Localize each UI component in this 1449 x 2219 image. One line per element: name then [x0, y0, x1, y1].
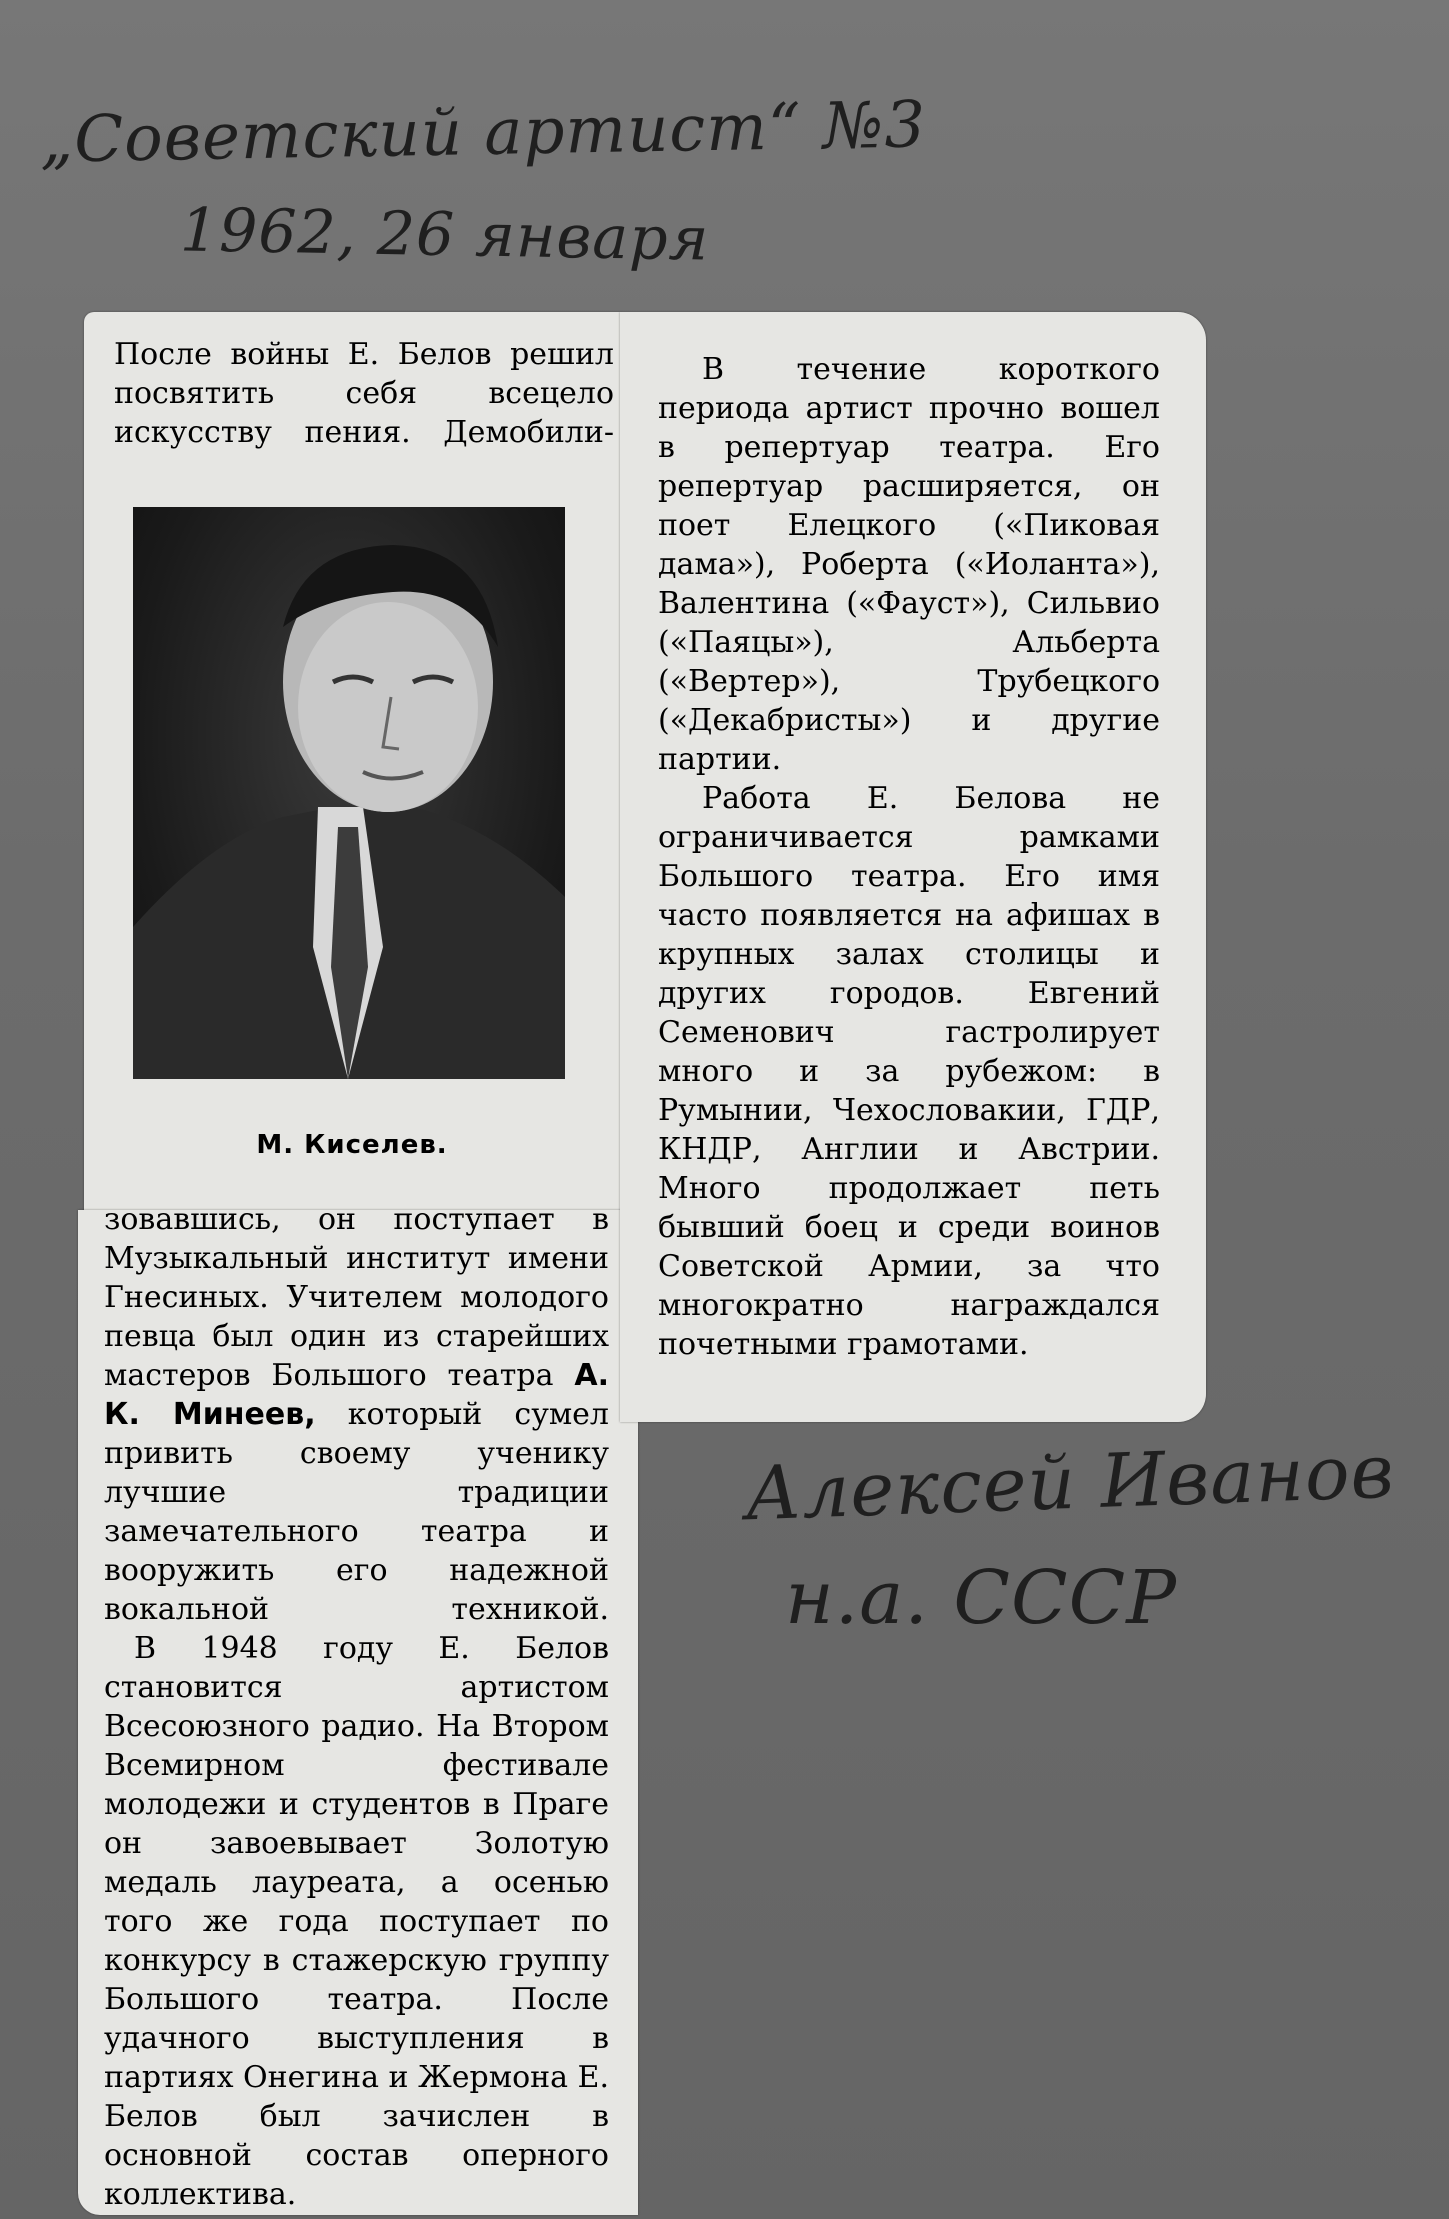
- handwritten-date: 1962, 26 января: [179, 195, 710, 275]
- paragraph: Работа Е. Белова не ограничивается рамками Большого театра. Его имя часто появляется на афишах в крупных залах столицы и других городов. Евгений Семенович гастролирует много и за рубежом: в Румынии, Чехословакии, ГДР, КНДР, Англии и Австрии. Много продолжает петь бывший боец и среди воинов Советской Армии, за что многократно награждался почетными грамотами.: [658, 781, 1160, 1362]
- portrait-photo: [133, 507, 565, 1079]
- paragraph-text: который сумел привить своему ученику лучшие традиции замечательного театра и вооружить его надежной вокальной техникой.: [104, 1397, 609, 1627]
- handwritten-title: н.а. СССР: [785, 1555, 1178, 1641]
- handwritten-name: Алексей Иванов: [743, 1428, 1396, 1538]
- portrait-image: [133, 507, 565, 1079]
- article-column-1-top: [114, 335, 614, 452]
- paragraph-text: зовавшись, он поступает в Музыкальный институт имени Гнесиных. Учителем молодого певца был один из старейших мастеров Большого театра: [104, 1202, 609, 1393]
- article-column-1-bottom: [104, 1200, 609, 2214]
- paragraph: [104, 1200, 609, 1629]
- paragraph: В течение короткого периода артист прочно вошел в репертуар театра. Его репертуар расширяется, он поет Елецкого («Пиковая дама»), Роберта («Иоланта»), Валентина («Фауст»), Сильвио («Паяцы»), Альберта («Вертер»), Трубецкого («Декабристы») и другие партии.: [658, 352, 1160, 777]
- teacher-name: А. К. Минеев,: [104, 1358, 609, 1432]
- article-column-2: [658, 350, 1160, 1364]
- paragraph: После войны Е. Белов решил посвятить себя всецело искусству пения. Демобили-: [114, 337, 614, 450]
- paragraph: В 1948 году Е. Белов становится артистом Всесоюзного радио. На Втором Всемирном фестивале молодежи и студентов в Праге он завоевывает Золотую медаль лауреата, а осенью того же года поступает по конкурсу в стажерскую группу Большого театра. После удачного выступления в партиях Онегина и Жермона Е. Белов был зачислен в основной состав оперного коллектива.: [104, 1631, 609, 2212]
- handwritten-source: „Советский артист“ №3: [39, 88, 927, 178]
- photo-caption: М. Киселев.: [256, 1130, 448, 1160]
